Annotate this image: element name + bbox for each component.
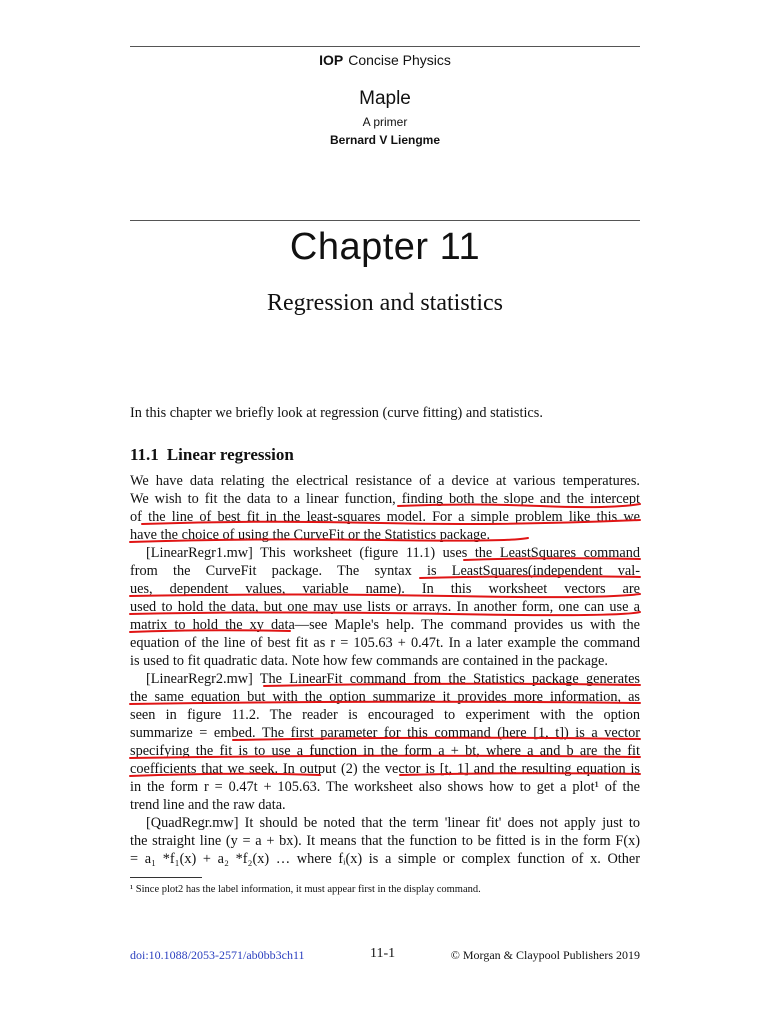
- body-line: = a₁ *f₁(x) + a₂ *f₂(x) … where fᵢ(x) is a simple or complex function of x. Other: [130, 851, 640, 867]
- body-line: in the form r = 0.47t + 105.63. The worksheet also shows how to get a plot¹ of the: [130, 779, 640, 795]
- body-line: have the choice of using the CurveFit or the Statistics package.: [130, 527, 491, 543]
- body-line: coefficients that we seek. In output (2) the vector is [t, 1] and the resulting equation is: [130, 761, 640, 777]
- body-line: from the CurveFit package. The syntax is LeastSquares(independent val-: [130, 563, 640, 579]
- body-line: [LinearRegr1.mw] This worksheet (figure 11.1) uses the LeastSquares command: [146, 545, 640, 561]
- body-line: seen in figure 11.2. The reader is encouraged to experiment with the option: [130, 707, 640, 723]
- book-author: Bernard V Liengme: [329, 133, 441, 147]
- chapter-title: Chapter 11: [289, 226, 481, 268]
- footnote: ¹ Since plot2 has the label information, it must appear first in the display command.: [130, 884, 481, 895]
- chapter-rule: [130, 220, 640, 221]
- footer-doi-link[interactable]: doi:10.1088/2053-2571/ab0bb3ch11: [130, 948, 305, 962]
- section-heading: [130, 445, 294, 465]
- body-line: trend line and the raw data.: [130, 797, 286, 813]
- chapter-subtitle: Regression and statistics: [267, 290, 503, 316]
- body-line: of the line of best fit in the least-squares model. For a simple problem like this we: [130, 509, 640, 525]
- body-line: the straight line (y = a + bx). It means that the function to be fitted is in the form F(x): [130, 833, 640, 849]
- publisher-copyright: © Morgan & Claypool Publishers 2019: [450, 948, 640, 962]
- body-line: used to hold the data, but one may use lists or arrays. In another form, one can use a: [130, 599, 640, 615]
- body-line: We wish to fit the data to a linear function, finding both the slope and the intercept: [130, 491, 640, 507]
- series-brand: IOP: [319, 52, 344, 68]
- body-line: We have data relating the electrical resistance of a device at various temperatures.: [130, 473, 640, 489]
- body-line: summarize = embed. The first parameter for this command (here [1, t]) is a vector: [130, 725, 640, 741]
- body-line: is used to fit quadratic data. Note how few commands are contained in the package.: [130, 653, 608, 669]
- body-line: matrix to hold the xy data—see Maple's help. The command provides us with the: [130, 617, 640, 633]
- body-line: equation of the line of best fit as r = 105.63 + 0.47t. In a later example the command: [130, 635, 640, 651]
- series-line: [130, 52, 640, 68]
- series-name: Concise Physics: [348, 52, 451, 68]
- page-number: 11-1: [370, 946, 396, 961]
- body-line: specifying the fit is to use a function in the form a + bt, where a and b are the fit: [130, 743, 640, 759]
- footnote-rule: [130, 877, 202, 878]
- intro-paragraph: In this chapter we briefly look at regression (curve fitting) and statistics.: [130, 405, 543, 421]
- book-title: Maple: [359, 88, 411, 109]
- body-line: [QuadRegr.mw] It should be noted that the term 'linear fit' does not apply just to: [146, 815, 640, 831]
- top-rule: [130, 46, 640, 47]
- body-line: ues, dependent values, variable name). In this worksheet vectors are: [130, 581, 640, 597]
- section-number: 11.1: [130, 445, 159, 464]
- body-line: [LinearRegr2.mw] The LinearFit command from the Statistics package generates: [146, 671, 640, 687]
- body-line: the same equation but with the option summarize it provides more information, as: [130, 689, 640, 705]
- book-subtitle: A primer: [362, 115, 408, 129]
- section-title: Linear regression: [166, 445, 294, 464]
